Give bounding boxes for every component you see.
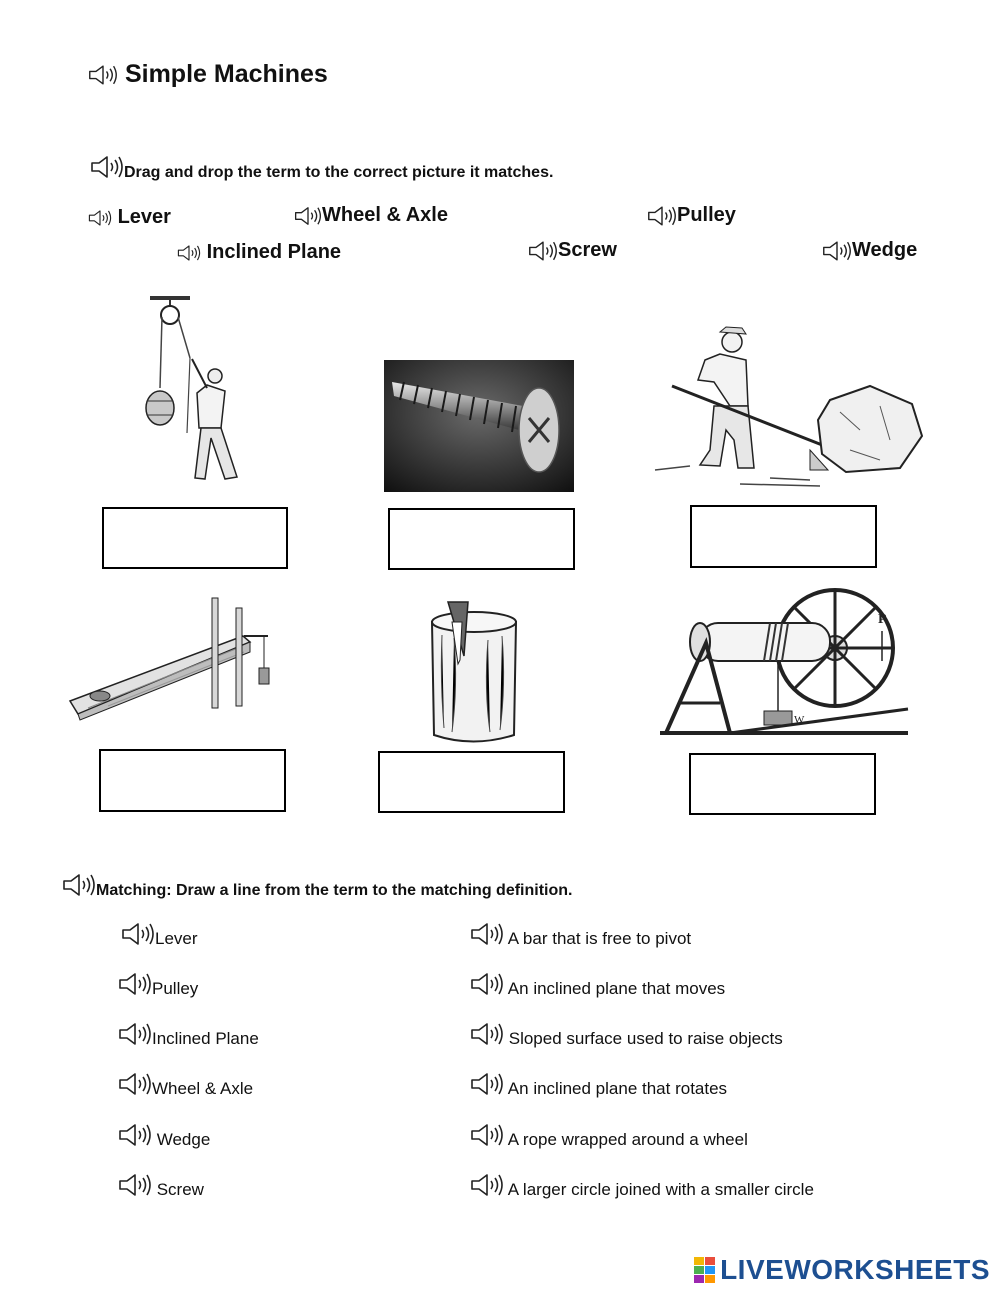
drop-box-2[interactable] xyxy=(388,508,575,570)
drag-instruction xyxy=(90,154,553,180)
drop-box-5[interactable] xyxy=(378,751,565,813)
match-definition-label: An inclined plane that rotates xyxy=(507,1079,728,1099)
match-definition-label: A bar that is free to pivot xyxy=(507,929,692,949)
term-label: Wedge xyxy=(852,239,918,261)
match-definition-2[interactable] xyxy=(470,972,726,999)
speaker-icon[interactable] xyxy=(118,972,152,996)
wheel-axle-winch-illustration xyxy=(660,583,910,748)
match-term-2[interactable] xyxy=(118,972,199,999)
speaker-icon[interactable] xyxy=(470,1022,504,1046)
match-definition-1[interactable] xyxy=(470,922,692,949)
match-definition-label: An inclined plane that moves xyxy=(507,979,726,999)
match-definition-3[interactable] xyxy=(470,1022,783,1049)
term-inclined-plane[interactable] xyxy=(177,241,341,264)
screw-photo xyxy=(384,360,574,492)
match-definition-label: Sloped surface used to raise objects xyxy=(508,1029,783,1049)
term-label: Inclined Plane xyxy=(206,241,342,263)
matching-instruction xyxy=(62,872,572,898)
match-definition-4[interactable] xyxy=(470,1072,728,1099)
match-definition-label: A rope wrapped around a wheel xyxy=(507,1130,748,1150)
speaker-icon[interactable] xyxy=(118,1072,152,1096)
drop-box-6[interactable] xyxy=(689,753,876,815)
speaker-icon[interactable] xyxy=(294,205,322,227)
term-lever[interactable] xyxy=(88,206,171,229)
match-term-3[interactable] xyxy=(118,1022,259,1049)
speaker-icon[interactable] xyxy=(470,1123,504,1147)
term-label: Pulley xyxy=(677,204,736,226)
pulley-man-illustration xyxy=(135,293,250,488)
speaker-icon[interactable] xyxy=(118,1173,152,1197)
match-term-label: Screw xyxy=(152,1180,204,1200)
speaker-icon[interactable] xyxy=(121,922,155,946)
speaker-icon[interactable] xyxy=(118,1123,152,1147)
drop-box-3[interactable] xyxy=(690,505,877,568)
speaker-icon[interactable] xyxy=(62,872,96,898)
speaker-icon[interactable] xyxy=(118,1022,152,1046)
lever-man-rock-illustration xyxy=(650,320,925,490)
match-term-4[interactable] xyxy=(118,1072,254,1099)
logo-blocks-icon xyxy=(694,1257,716,1283)
speaker-icon[interactable] xyxy=(90,154,124,180)
match-term-1[interactable] xyxy=(121,922,198,949)
match-term-label: Inclined Plane xyxy=(152,1029,259,1049)
drop-box-4[interactable] xyxy=(99,749,286,812)
match-term-label: Pulley xyxy=(152,979,199,999)
logo-text: LIVEWORKSHEETS xyxy=(720,1254,990,1285)
speaker-icon[interactable] xyxy=(88,209,112,227)
liveworksheets-logo xyxy=(694,1254,990,1286)
match-term-label: Wedge xyxy=(152,1130,211,1150)
inclined-plane-illustration xyxy=(68,596,278,721)
term-label: Wheel & Axle xyxy=(322,204,448,226)
wedge-log-illustration xyxy=(428,600,520,745)
term-wheel-axle[interactable] xyxy=(294,204,448,227)
match-definition-label: A larger circle joined with a smaller circle xyxy=(507,1180,814,1200)
match-definition-6[interactable] xyxy=(470,1173,814,1200)
term-wedge[interactable] xyxy=(822,239,917,262)
speaker-icon[interactable] xyxy=(470,1072,504,1096)
term-screw[interactable] xyxy=(528,239,617,262)
title-text: Simple Machines xyxy=(124,60,328,88)
term-label: Screw xyxy=(558,239,617,261)
speaker-icon[interactable] xyxy=(528,240,558,262)
drag-instruction-text: Drag and drop the term to the correct picture it matches. xyxy=(124,164,554,182)
match-term-5[interactable] xyxy=(118,1123,211,1150)
match-definition-5[interactable] xyxy=(470,1123,748,1150)
speaker-icon[interactable] xyxy=(470,972,504,996)
term-label: Lever xyxy=(117,206,171,228)
winch-label-w: W xyxy=(794,714,805,726)
speaker-icon[interactable] xyxy=(177,244,201,262)
match-term-6[interactable] xyxy=(118,1173,204,1200)
matching-instruction-text: Matching: Draw a line from the term to the matching definition. xyxy=(96,882,573,900)
page-title xyxy=(88,60,328,89)
term-pulley[interactable] xyxy=(647,204,736,227)
speaker-icon[interactable] xyxy=(470,922,504,946)
speaker-icon[interactable] xyxy=(822,240,852,262)
match-term-label: Lever xyxy=(155,929,198,949)
speaker-icon[interactable] xyxy=(647,205,677,227)
drop-box-1[interactable] xyxy=(102,507,288,569)
match-term-label: Wheel & Axle xyxy=(152,1079,254,1099)
speaker-icon[interactable] xyxy=(470,1173,504,1197)
speaker-icon[interactable] xyxy=(88,64,118,86)
winch-label-p: P xyxy=(878,612,887,627)
